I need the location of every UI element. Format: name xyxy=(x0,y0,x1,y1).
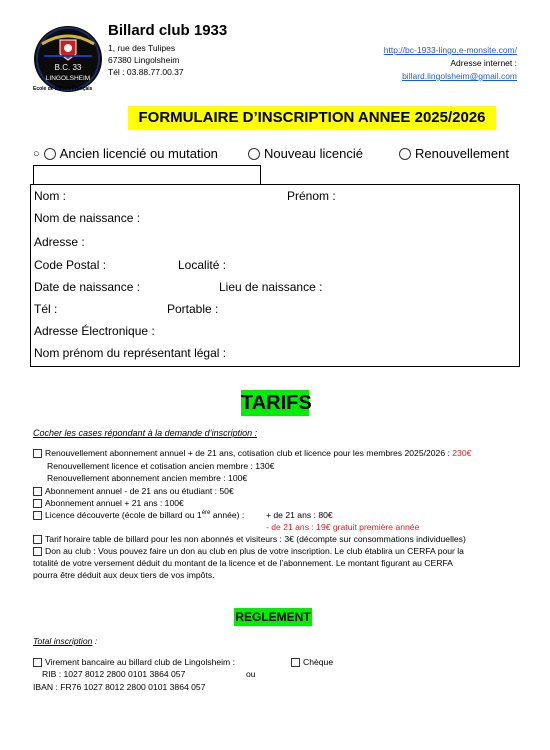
option-decouverte[interactable] xyxy=(33,510,244,520)
choice-ancien-label: Ancien licencié ou mutation xyxy=(59,146,218,161)
checkbox-icon[interactable] xyxy=(33,535,42,544)
virement-label: Virement bancaire au billard club de Lingolsheim : xyxy=(45,657,235,667)
reglement-title: REGLEMENT xyxy=(235,610,311,624)
field-nom[interactable]: Nom : xyxy=(34,189,67,203)
address-line-1: 1, rue des Tulipes xyxy=(108,43,176,53)
cheque-label: Chèque xyxy=(303,657,334,667)
identity-table xyxy=(30,184,520,367)
club-name: Billard club 1933 xyxy=(108,22,228,39)
field-adresse[interactable]: Adresse : xyxy=(34,235,85,249)
decouverte-moins21: - de 21 ans : 19€ gratuit première année xyxy=(266,522,420,532)
checkbox-icon[interactable] xyxy=(33,511,42,520)
field-lieu-naissance[interactable]: Lieu de naissance : xyxy=(219,280,323,294)
email-link[interactable]: billard.lingolsheim@gmail.com xyxy=(402,71,517,81)
iban: IBAN : FR76 1027 8012 2800 0101 3864 057 xyxy=(33,682,206,692)
tarifs-title: TARIFS xyxy=(241,392,312,414)
field-prenom[interactable]: Prénom : xyxy=(287,189,336,203)
decouverte-label-b: année) : xyxy=(210,510,245,520)
checkbox-icon[interactable] xyxy=(33,499,42,508)
logo-top-text: B.C. 33 xyxy=(54,63,82,72)
tarif-horaire-label: Tarif horaire table de billard pour les non abonnés et visiteurs : 3€ (décompte sur consommations individuelles) xyxy=(45,534,466,544)
field-code-postal[interactable]: Code Postal : xyxy=(34,258,107,272)
checkbox-icon[interactable] xyxy=(33,547,42,556)
abo-moins21-label: Abonnement annuel - de 21 ans ou étudiant : 50€ xyxy=(45,486,234,496)
decouverte-plus21: + de 21 ans : 80€ xyxy=(266,510,333,520)
don-line-2: totalité de votre versement déduit du montant de la licence et de l’abonnement. Le montant figurant au CERFA xyxy=(33,558,453,568)
decouverte-label-a: Licence découverte (école de billard ou 1 xyxy=(45,510,202,520)
renouv-sub1: Renouvellement licence et cotisation ancien membre : 130€ xyxy=(47,461,275,471)
club-logo xyxy=(34,26,102,92)
renouv-main-label: Renouvellement abonnement annuel + de 21 ans, cotisation club et licence pour les membres 2025/2026 : xyxy=(45,448,453,458)
rib: RIB : 1027 8012 2800 0101 3864 057 xyxy=(42,669,186,679)
form-title: FORMULAIRE D’INSCRIPTION ANNEE 2025/2026 xyxy=(128,106,496,130)
address-line-3: Tél : 03.88.77.00.37 xyxy=(108,67,184,77)
option-abo-moins21[interactable] xyxy=(33,486,234,496)
option-don[interactable] xyxy=(33,546,464,556)
logo-caption: Ecole de Billard Français xyxy=(33,86,93,92)
option-cheque[interactable] xyxy=(291,657,333,667)
field-portable[interactable]: Portable : xyxy=(167,302,219,316)
abo-plus21-label: Abonnement annuel + 21 ans : 100€ xyxy=(45,498,184,508)
checkbox-icon[interactable] xyxy=(33,658,42,667)
choice-renouvellement-label: Renouvellement xyxy=(415,146,509,161)
renouv-sub2: Renouvellement abonnement ancien membre : 100€ xyxy=(47,473,248,483)
choice-ancien[interactable] xyxy=(33,146,218,161)
renouv-price: 230€ xyxy=(452,448,472,458)
radio-icon[interactable] xyxy=(399,148,411,160)
don-line-1: Don au club : Vous pouvez faire un don au club en plus de votre inscription. Le club établira un CERFA pour la xyxy=(45,546,464,556)
field-localite[interactable]: Localité : xyxy=(178,258,227,272)
option-renouvellement[interactable] xyxy=(33,448,471,458)
checkbox-icon[interactable] xyxy=(33,449,42,458)
website-label: Adresse internet : xyxy=(450,58,517,68)
don-line-3: pourra être déduit aux deux tiers de vos impôts. xyxy=(33,570,215,580)
checkbox-icon[interactable] xyxy=(33,487,42,496)
option-virement[interactable] xyxy=(33,657,235,667)
radio-icon[interactable] xyxy=(44,148,56,160)
ancien-prefix-glyph: ○ xyxy=(33,147,40,160)
choice-nouveau[interactable] xyxy=(248,146,363,161)
option-tarif-horaire[interactable] xyxy=(33,534,466,544)
tarifs-note: Cocher les cases répondant à la demande d’inscription : xyxy=(33,428,258,438)
ou-label: ou xyxy=(246,669,256,679)
logo-bottom-text: LINGOLSHEIM xyxy=(45,75,91,82)
decouverte-sup: ère xyxy=(201,510,211,517)
total-label: Total inscription xyxy=(33,636,93,646)
choice-nouveau-label: Nouveau licencié xyxy=(264,146,364,161)
radio-icon[interactable] xyxy=(248,148,260,160)
total-colon: : xyxy=(92,636,98,646)
field-representant[interactable]: Nom prénom du représentant légal : xyxy=(34,346,227,360)
checkbox-icon[interactable] xyxy=(291,658,300,667)
choice-renouvellement[interactable] xyxy=(399,146,509,161)
field-nom-naissance[interactable]: Nom de naissance : xyxy=(34,211,141,225)
address-line-2: 67380 Lingolsheim xyxy=(108,55,180,65)
field-email[interactable]: Adresse Électronique : xyxy=(34,324,155,338)
licence-number-box[interactable] xyxy=(33,165,261,185)
option-abo-plus21[interactable] xyxy=(33,498,184,508)
website-link[interactable]: http://bc-1933-lingo.e-monsite.com/ xyxy=(383,45,517,55)
field-date-naissance[interactable]: Date de naissance : xyxy=(34,280,141,294)
total-inscription[interactable] xyxy=(33,636,97,646)
field-tel[interactable]: Tél : xyxy=(34,302,58,316)
